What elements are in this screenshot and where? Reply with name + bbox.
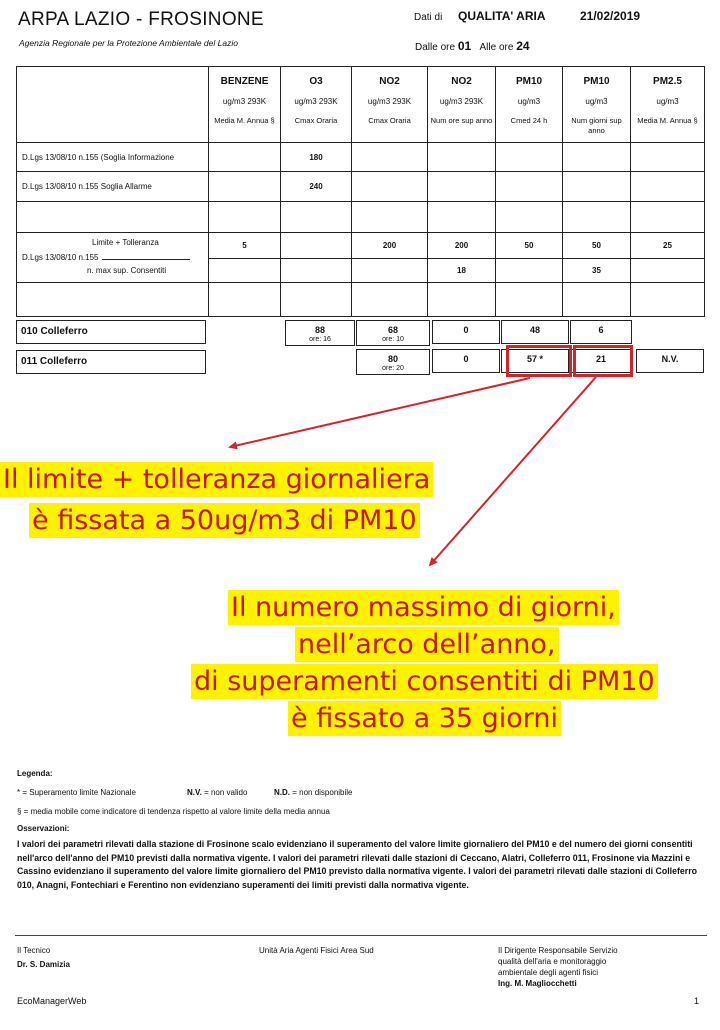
footer-divider [15,935,707,936]
alarm-threshold-o3: 240 [281,172,352,202]
tech-role: Il Tecnico [17,946,51,955]
station-pm10-days: 21 [570,349,632,373]
to-label: Alle ore [479,42,514,53]
report-type: QUALITA' ARIA [458,9,546,23]
legend-section: § = media mobile come indicatore di tendenza rispetto al valore limite della media annua [17,807,330,816]
station-no2-sup: 0 [432,349,500,373]
station-no2-sup: 0 [432,320,500,344]
station-pm10: 48 [501,320,569,344]
col-header: PM2.5 ug/m3 Media M. Annua § [631,67,705,143]
callout-1-line2: è fissata a 50ug/m3 di PM10 [29,503,420,538]
col-header: NO2 ug/m3 293K Cmax Oraria [352,67,428,143]
footer-tech [17,945,70,970]
station-pm25: N.V. [636,349,704,373]
callout-2-line1: Il numero massimo di giorni, [228,590,619,625]
col-header: O3 ug/m3 293K Cmax Oraria [281,67,352,143]
callout-2-line3: di superamenti consentiti di PM10 [191,664,658,699]
lt-value: 25 [631,233,705,259]
observations-text: I valori dei parametri rilevati dalla stazione di Frosinone scalo evidenziano il superamento del valore limite giornaliero del PM10 e del numero dei giorni consentiti nell'arco dell'anno del PM10 previsti dalla normativa vigente. I valori dei parametri rilevati dalle stazioni di Ceccano, Alatri, Colleferro 011, Frosinone via Mazzini e Cassino evidenziano il superamento del valore limite giornaliero del PM10 previsto dalla normativa vigente. I valori dei parametri rilevati dalle stazioni di Colleferro 010, Anagni, Fontechiari e Ferentino non evidenziano superamenti dei limiti previsti dalla normativa vigente. [17,839,698,891]
callout-1-line1: Il limite + tolleranza giornaliera [0,462,433,497]
callout-2-line2: nell’arco dell’anno, [295,627,559,662]
dir-line3: ambientale degli agenti fisici [498,968,599,977]
station-o3: 88 [314,325,325,335]
station-no2: 68 [387,325,398,335]
footer-director [498,945,618,989]
legend-nv: N.V. = non valido [187,788,248,797]
nmax-value: 35 [563,259,631,283]
info-threshold-label: D.Lgs 13/08/10 n.155 (Soglia Informazione [17,143,209,172]
observations-title: Osservazioni: [17,824,70,833]
lt-value: 200 [428,233,496,259]
col-header: PM10 ug/m3 Cmed 24 h [496,67,563,143]
dir-role: Il Dirigente Responsabile Servizio [498,946,618,955]
arrow-to-callout-1 [230,378,530,447]
station-no2-ore: ore: 20 [382,365,404,372]
station-name: 011 Colleferro [16,350,206,374]
nmax-value: 18 [428,259,496,283]
col-header: PM10 ug/m3 Num giorni sup anno [563,67,631,143]
col-header: NO2 ug/m3 293K Num ore sup anno [428,67,496,143]
station-no2-ore: ore: 10 [382,336,404,343]
dir-name: Ing. M. Magliocchetti [498,979,577,988]
to-value: 24 [516,39,530,53]
dir-line2: qualità dell'aria e monitoraggio [498,957,607,966]
lt-label: Limite + Tolleranza [92,238,159,247]
arrow-to-callout-2 [430,377,596,565]
station-no2: 80 [387,354,398,364]
report-date: 21/02/2019 [580,9,641,23]
page-number: 1 [694,996,700,1006]
legend-nd: N.D. = non disponibile [274,788,353,797]
lt-value: 50 [496,233,563,259]
station-pm10: 57 * [501,349,569,373]
footer-unit: Unità Aria Agenti Fisici Area Sud [259,946,374,955]
station-o3-ore: ore: 16 [309,336,331,343]
dati-label: Dati di [414,12,443,23]
station-name: 010 Colleferro [16,320,206,344]
lt-value: 50 [563,233,631,259]
station-pm10-days: 6 [570,320,632,344]
dlgs-label: D.Lgs 13/08/10 n.155 [22,253,99,262]
callout-2-line4: è fissato a 35 giorni [288,701,561,736]
info-threshold-o3: 180 [281,143,352,172]
lt-value: 5 [209,233,281,259]
legend-title: Legenda: [17,769,53,778]
legend-star: * = Superamento limite Nazionale [17,788,136,797]
from-value: 01 [457,39,472,53]
from-label: Dalle ore [415,42,456,53]
col-header: BENZENE ug/m3 293K Media M. Annua § [209,67,281,143]
tech-name: Dr. S. Damizia [17,960,70,969]
alarm-threshold-label: D.Lgs 13/08/10 n.155 Soglia Allarme [17,172,209,202]
lt-value: 200 [352,233,428,259]
org-subtitle: Agenzia Regionale per la Protezione Ambientale del Lazio [19,38,238,48]
nmax-label: n. max sup. Consentiti [87,266,167,275]
org-title: ARPA LAZIO - FROSINONE [18,9,264,30]
footer-app: EcoManagerWeb [17,996,87,1006]
